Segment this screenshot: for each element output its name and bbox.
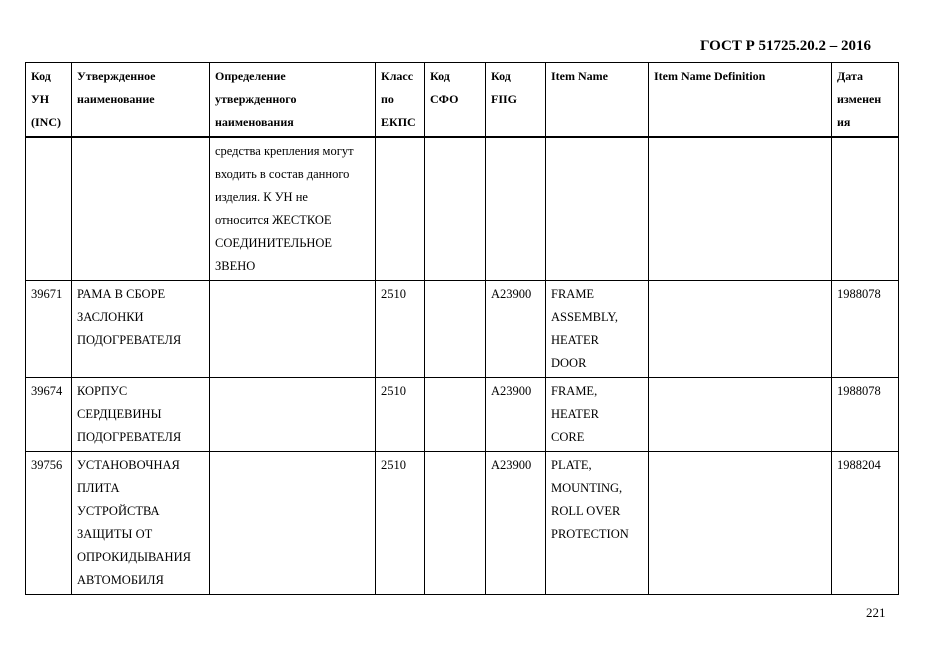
catalog-table (25, 62, 899, 595)
table-row (26, 137, 899, 281)
cell-definition: средства крепления могут входить в состав данного изделия. К УН не относится ЖЕСТКОЕ СОЕДИНИТЕЛЬНОЕ ЗВЕНО (210, 137, 376, 281)
cell-fiig: A23900 (486, 281, 546, 378)
cell-item-name: FRAME ASSEMBLY, HEATER DOOR (546, 281, 649, 378)
column-header-fiig: Код FIIG (486, 63, 546, 138)
cell-item-name: PLATE, MOUNTING, ROLL OVER PROTECTION (546, 452, 649, 595)
cell-item-name-definition (649, 281, 832, 378)
table-header-row (26, 63, 899, 138)
page-number: 221 (866, 605, 886, 620)
column-header-class: Класс по ЕКПС (376, 63, 425, 138)
cell-approved-name: УСТАНОВОЧНАЯ ПЛИТА УСТРОЙСТВА ЗАЩИТЫ ОТ ОПРОКИДЫВАНИЯ АВТОМОБИЛЯ (72, 452, 210, 595)
cell-change-date: 1988078 (832, 281, 899, 378)
cell-fiig: A23900 (486, 452, 546, 595)
cell-item-name: FRAME, HEATER CORE (546, 378, 649, 452)
column-header-approved-name: Утвержденное наименование (72, 63, 210, 138)
document-header: ГОСТ Р 51725.20.2 – 2016 (700, 38, 872, 54)
cell-change-date (832, 137, 899, 281)
cell-fiig: A23900 (486, 378, 546, 452)
column-header-definition: Определение утвержденного наименования (210, 63, 376, 138)
cell-change-date: 1988204 (832, 452, 899, 595)
cell-sfo (425, 378, 486, 452)
cell-class: 2510 (376, 281, 425, 378)
column-header-inc: Код УН (INC) (26, 63, 72, 138)
cell-inc: 39756 (26, 452, 72, 595)
cell-class (376, 137, 425, 281)
cell-item-name (546, 137, 649, 281)
cell-approved-name (72, 137, 210, 281)
table-row (26, 281, 899, 378)
cell-fiig (486, 137, 546, 281)
cell-class: 2510 (376, 452, 425, 595)
cell-class: 2510 (376, 378, 425, 452)
table-row (26, 452, 899, 595)
column-header-change-date: Дата изменен ия (832, 63, 899, 138)
column-header-item-name: Item Name (546, 63, 649, 138)
cell-approved-name: РАМА В СБОРЕ ЗАСЛОНКИ ПОДОГРЕВАТЕЛЯ (72, 281, 210, 378)
cell-inc (26, 137, 72, 281)
cell-item-name-definition (649, 452, 832, 595)
cell-definition (210, 281, 376, 378)
cell-approved-name: КОРПУС СЕРДЦЕВИНЫ ПОДОГРЕВАТЕЛЯ (72, 378, 210, 452)
cell-inc: 39674 (26, 378, 72, 452)
table-row (26, 378, 899, 452)
cell-change-date: 1988078 (832, 378, 899, 452)
cell-sfo (425, 281, 486, 378)
cell-definition (210, 378, 376, 452)
cell-item-name-definition (649, 378, 832, 452)
cell-item-name-definition (649, 137, 832, 281)
cell-inc: 39671 (26, 281, 72, 378)
column-header-item-name-definition: Item Name Definition (649, 63, 832, 138)
cell-sfo (425, 452, 486, 595)
cell-definition (210, 452, 376, 595)
cell-sfo (425, 137, 486, 281)
column-header-sfo: Код СФО (425, 63, 486, 138)
